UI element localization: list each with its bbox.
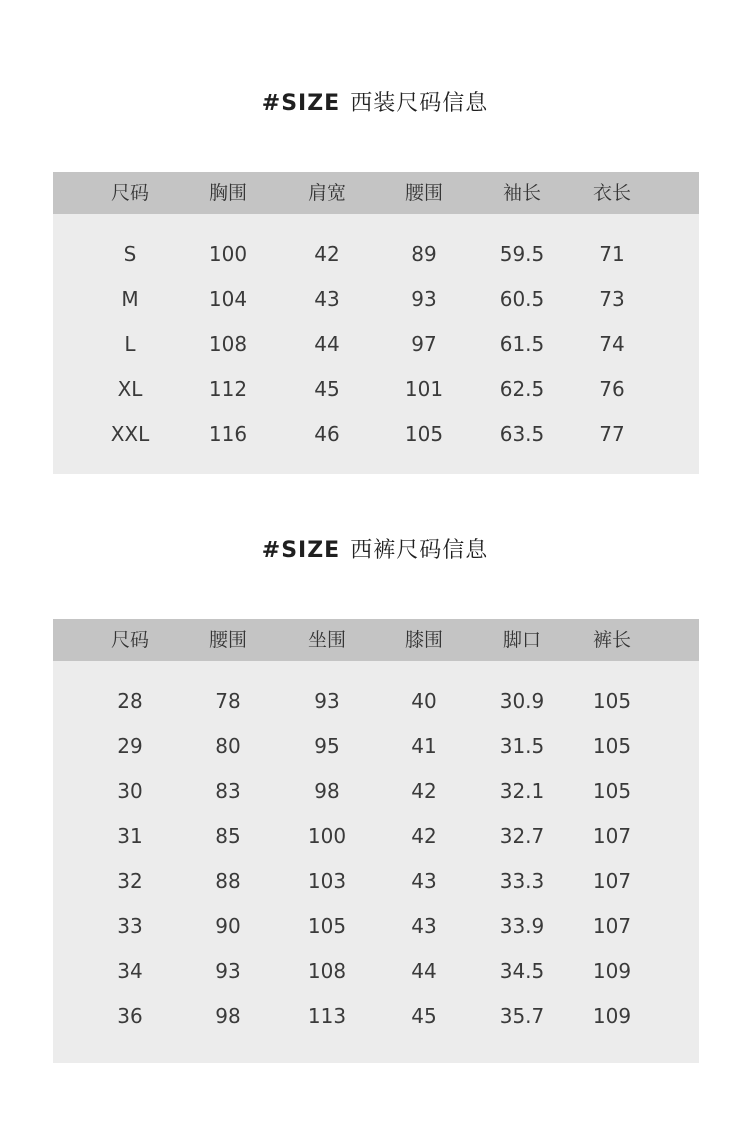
table-cell: 33 [117,914,143,938]
pants-table-header [53,619,699,661]
table-cell: 28 [117,689,143,713]
table-cell: 80 [215,734,241,758]
table-cell: 40 [411,689,437,713]
header-cell: 膝围 [404,629,443,651]
table-cell: 59.5 [499,242,545,266]
table-cell: 42 [411,824,437,848]
table-cell: 85 [215,824,241,848]
table-cell: 105 [307,914,347,938]
table-cell: 112 [208,377,248,401]
table-cell: 73 [599,287,625,311]
table-cell: 93 [411,287,437,311]
table-cell: 107 [592,869,632,893]
table-row [53,412,699,457]
table-cell: 89 [411,242,437,266]
table-cell: 35.7 [499,1004,545,1028]
table-cell: 78 [215,689,241,713]
table-cell: 31.5 [499,734,545,758]
table-cell: 88 [215,869,241,893]
table-cell: 83 [215,779,241,803]
table-row [53,949,699,994]
suit-size-title [0,86,750,117]
table-cell: 95 [314,734,340,758]
table-cell: 90 [215,914,241,938]
table-cell: 30.9 [499,689,545,713]
table-cell: 33.3 [499,869,545,893]
table-cell: 109 [592,959,632,983]
header-cell: 尺码 [110,182,149,204]
table-cell: 76 [599,377,625,401]
table-cell: 113 [307,1004,347,1028]
table-row [53,232,699,277]
table-row [53,367,699,412]
table-row [53,769,699,814]
header-cell: 肩宽 [307,182,346,204]
table-cell: 108 [208,332,248,356]
table-cell: 29 [117,734,143,758]
table-cell: 101 [404,377,444,401]
table-cell: 77 [599,422,625,446]
table-cell: 107 [592,914,632,938]
table-cell: 46 [314,422,340,446]
table-cell: 42 [314,242,340,266]
table-cell: 32.1 [499,779,545,803]
table-cell: 108 [307,959,347,983]
pants-size-title [0,533,750,564]
table-cell: 93 [215,959,241,983]
table-cell: 103 [307,869,347,893]
table-cell: 104 [208,287,248,311]
table-row [53,904,699,949]
table-cell: 32 [117,869,143,893]
table-cell: 93 [314,689,340,713]
header-cell: 袖长 [502,182,541,204]
table-cell: 98 [314,779,340,803]
table-cell: XXL [110,422,150,446]
table-cell: 63.5 [499,422,545,446]
table-cell: 107 [592,824,632,848]
table-cell: 44 [314,332,340,356]
suit-title-text: 西装尺码信息 [350,91,489,116]
table-cell: 60.5 [499,287,545,311]
table-cell: 98 [215,1004,241,1028]
table-cell: 32.7 [499,824,545,848]
table-cell: 100 [208,242,248,266]
table-row [53,724,699,769]
table-cell: 71 [599,242,625,266]
table-cell: 105 [592,734,632,758]
header-cell: 坐围 [307,629,346,651]
header-cell: 胸围 [208,182,247,204]
suit-title-tag: #SIZE [261,91,341,116]
table-cell: 42 [411,779,437,803]
table-cell: 36 [117,1004,143,1028]
table-cell: 105 [592,779,632,803]
table-cell: 45 [314,377,340,401]
table-cell: 97 [411,332,437,356]
table-row [53,859,699,904]
table-cell: 30 [117,779,143,803]
table-cell: 105 [592,689,632,713]
header-cell: 裤长 [592,629,631,651]
table-cell: XL [117,377,143,401]
table-cell: L [124,332,136,356]
table-cell: 109 [592,1004,632,1028]
table-cell: 116 [208,422,248,446]
table-cell: 43 [411,914,437,938]
table-cell: 61.5 [499,332,545,356]
table-cell: 45 [411,1004,437,1028]
pants-title-text: 西裤尺码信息 [350,538,489,563]
header-cell: 腰围 [208,629,247,651]
table-cell: 74 [599,332,625,356]
header-cell: 尺码 [110,629,149,651]
table-row [53,994,699,1039]
table-cell: 105 [404,422,444,446]
header-cell: 腰围 [404,182,443,204]
table-row [53,322,699,367]
table-row [53,814,699,859]
table-cell: 34 [117,959,143,983]
table-cell: 44 [411,959,437,983]
table-cell: 62.5 [499,377,545,401]
table-cell: S [123,242,137,266]
table-cell: M [121,287,139,311]
table-row [53,679,699,724]
header-cell: 脚口 [502,629,541,651]
table-cell: 41 [411,734,437,758]
table-cell: 43 [411,869,437,893]
table-cell: 43 [314,287,340,311]
table-row [53,277,699,322]
table-cell: 31 [117,824,143,848]
pants-size-table [53,619,699,1063]
suit-size-table [53,172,699,474]
table-cell: 100 [307,824,347,848]
table-cell: 33.9 [499,914,545,938]
suit-table-header [53,172,699,214]
header-cell: 衣长 [592,182,631,204]
pants-title-tag: #SIZE [261,538,341,563]
table-cell: 34.5 [499,959,545,983]
